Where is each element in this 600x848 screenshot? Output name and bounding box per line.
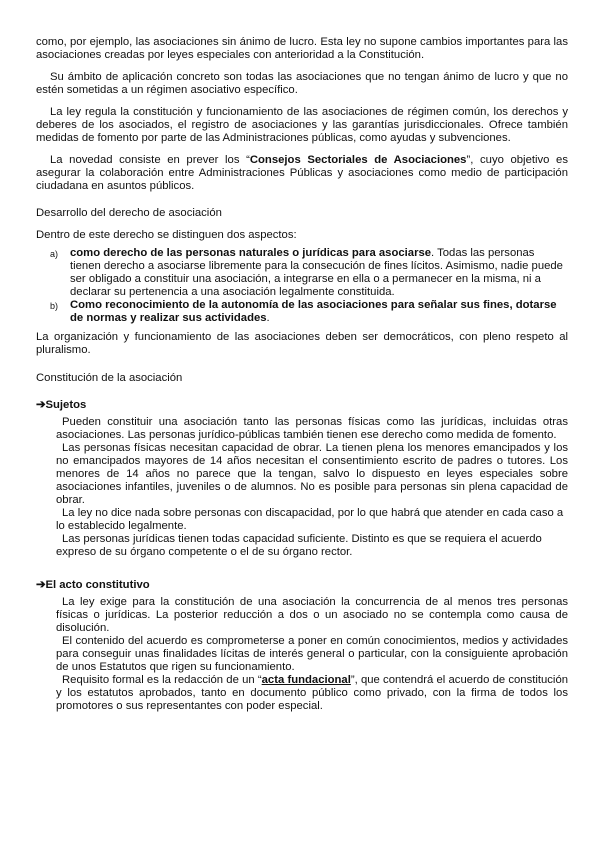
intro-paragraph-1: como, por ejemplo, las asociaciones sin ánimo de lucro. Esta ley no supone cambios importantes para las asociaciones creadas por leyes especiales con anterioridad a la Constitución. xyxy=(36,36,568,61)
section-title-constitucion: Constitución de la asociación xyxy=(36,372,183,384)
sujetos-paragraph-3: La ley no dice nada sobre personas con discapacidad, por lo que habrá que atender en cada caso a lo establecido legalmente. xyxy=(56,507,564,532)
p3-text-after: ”, que contendrá el acuerdo de constitución y los estatutos aprobados, tanto en documento público como privado, con la firma de todos los promotores o sus representantes con poder especial. xyxy=(56,674,569,712)
acto-paragraph-1: La ley exige para la constitución de una asociación la concurrencia de al menos tres personas físicas o jurídicas. La posterior reducción a dos o un asociado no se contempla como causa de disolución. xyxy=(56,596,568,634)
list-marker-a: a) xyxy=(50,249,59,259)
item-a-text: . Todas las personas tienen derecho a asociarse libremente para la consecución de fines lícitos. Asimismo, nadie puede ser obligado a constituir una asociación, a integrarse en ella o a permanecer en la misma, ni a declarar su pertenencia a una asociación legalmente constituida. xyxy=(70,247,563,298)
sujetos-paragraph-2: Las personas físicas necesitan capacidad de obrar. La tienen plena los menores emancipados y los no emancipados mayores de 14 años necesitan el consentimiento escrito de padres o tutores. Los menores de 14 años no parece que la tengan, salvo lo dispuesto en leyes especiales sobre asociaciones infantiles, juveniles o de alumnos. No es posible para personas sin plena capacidad de obrar. xyxy=(56,442,568,506)
item-b-bold-text: Como reconocimiento de la autonomía de las asociaciones para señalar sus fines, dotarse de normas y realizar sus actividades xyxy=(70,299,557,324)
list-item-a xyxy=(36,247,568,299)
p4-text-after: ”, cuyo objetivo es asegurar la colaboración entre Administraciones Públicas y asociaciones como medio de participación ciudadana en asuntos públicos. xyxy=(36,154,568,192)
heading-acto-constitutivo: ➔El acto constitutivo xyxy=(36,579,150,591)
consejos-sectoriales-term: Consejos Sectoriales de Asociaciones xyxy=(249,154,467,166)
sujetos-paragraph-4: Las personas jurídicas tienen todas capacidad suficiente. Distinto es que se requiera el acuerdo expreso de su órgano competente o el de su órgano rector. xyxy=(56,533,542,558)
heading-sujetos: ➔Sujetos xyxy=(36,399,87,411)
acto-paragraph-3 xyxy=(36,674,568,713)
desarrollo-lead: Dentro de este derecho se distinguen dos aspectos: xyxy=(36,229,297,241)
desarrollo-closing: La organización y funcionamiento de las asociaciones deben ser democráticos, con pleno respeto al pluralismo. xyxy=(36,331,568,356)
p3-text-before: Requisito formal es la redacción de un “ xyxy=(62,674,262,686)
acta-fundacional-term: acta fundacional xyxy=(261,674,351,686)
list-marker-b: b) xyxy=(50,301,59,311)
item-b-end: . xyxy=(266,312,270,324)
intro-paragraph-4 xyxy=(36,154,568,193)
acto-paragraph-2: El contenido del acuerdo es comprometerse a poner en común conocimientos, medios y actividades para conseguir unas finalidades lícitas de interés general o particular, con la consiguiente aprobación de unos Estatutos que rigen su funcionamiento. xyxy=(56,635,568,673)
document-page xyxy=(36,36,568,713)
section-title-desarrollo: Desarrollo del derecho de asociación xyxy=(36,207,222,219)
sujetos-paragraph-1: Pueden constituir una asociación tanto las personas físicas como las jurídicas, incluidas otras asociaciones. Las personas jurídico-públicas también tienen ese derecho como medida de fomento. xyxy=(56,416,568,441)
intro-paragraph-3: La ley regula la constitución y funcionamiento de las asociaciones de régimen común, los derechos y deberes de los asociados, el registro de asociaciones y las garantías jurisdiccionales. Ofrece también medidas de fomento por parte de las Administraciones públicas, como ayudas y subvenciones. xyxy=(36,106,568,144)
list-item-b xyxy=(36,299,568,325)
intro-paragraph-2: Su ámbito de aplicación concreto son todas las asociaciones que no tengan ánimo de lucro y que no estén sometidas a un régimen asociativo específico. xyxy=(36,71,568,96)
item-a-bold-text: como derecho de las personas naturales o jurídicas para asociarse xyxy=(70,247,432,259)
p4-text-before: La novedad consiste en prever los “ xyxy=(50,154,250,166)
